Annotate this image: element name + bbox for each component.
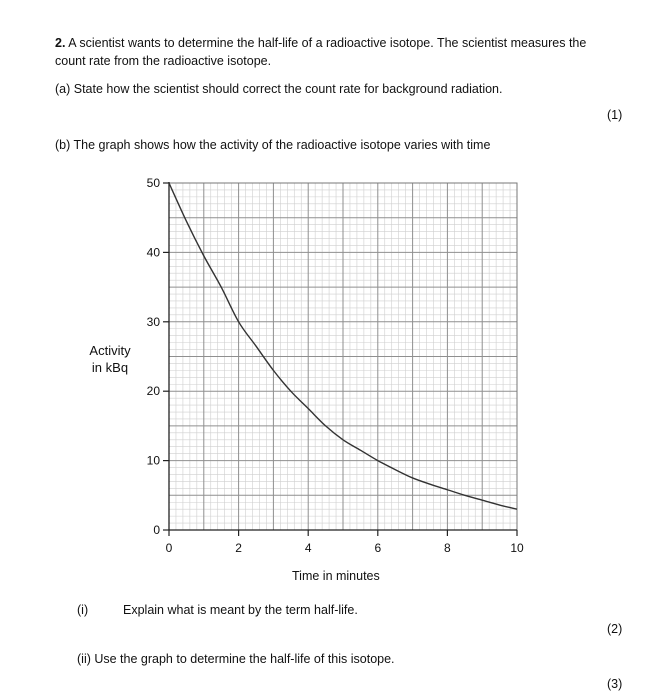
- major-gridlines: [169, 183, 517, 530]
- x-tick-label: 0: [165, 541, 173, 555]
- part-a-text: (a) State how the scientist should correct the count rate for background radiation.: [55, 82, 503, 96]
- y-tick-label: 10: [146, 453, 160, 468]
- question-number: 2.: [55, 36, 66, 50]
- y-tick-label: 30: [146, 314, 160, 329]
- question-stem-text: A scientist wants to determine the half-life of a radioactive isotope. The scientist measures the: [68, 36, 587, 50]
- y-tick-label: 20: [146, 384, 160, 399]
- part-i-label: (i): [77, 603, 89, 617]
- x-tick-label: 2: [235, 541, 242, 555]
- y-axis-label-line1: Activity: [89, 343, 131, 358]
- x-tick-label: 6: [374, 541, 382, 555]
- part-ii-marks: (3): [607, 677, 623, 691]
- y-axis-label: [80, 342, 140, 376]
- y-tick-label: 0: [153, 523, 160, 537]
- part-b-text: (b) The graph shows how the activity of the radioactive isotope varies with time: [55, 138, 491, 152]
- tick-labels: [147, 176, 524, 555]
- part-a-marks: (1): [607, 108, 623, 122]
- y-tick-label: 50: [146, 176, 160, 190]
- x-tick-label: 4: [304, 541, 312, 555]
- question-stem-line2: count rate from the radioactive isotope.: [55, 54, 272, 68]
- part-i-marks: (2): [607, 622, 623, 636]
- tick-marks: [163, 183, 517, 536]
- x-tick-label: 10: [510, 541, 524, 555]
- y-tick-label: 40: [146, 245, 160, 260]
- part-ii-text: (ii) Use the graph to determine the half-life of this isotope.: [77, 652, 395, 666]
- x-tick-label: 8: [444, 541, 451, 555]
- part-i-text: Explain what is meant by the term half-life.: [123, 603, 358, 617]
- y-axis-label-line2: in kBq: [91, 360, 129, 375]
- x-axis-label: Time in minutes: [292, 569, 380, 583]
